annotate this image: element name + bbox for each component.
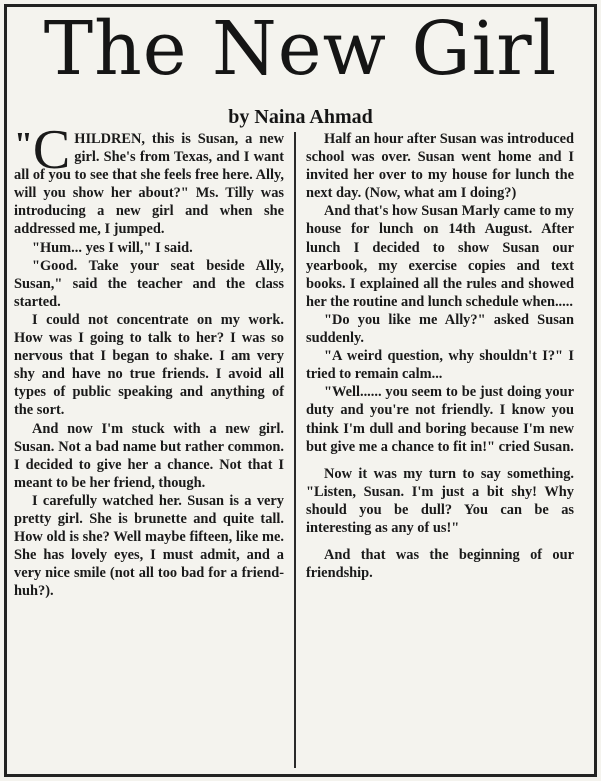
- paragraph: "Good. Take your seat beside Ally, Susan," said the teacher and the class started.: [14, 257, 284, 310]
- paragraph: [14, 119, 284, 239]
- paragraph: And that was the beginning of our friendship.: [306, 547, 574, 582]
- paragraph-text: HILDREN, this is Susan, a new girl. She's from Texas, and I want all of you to see that she feels free here. Ally, will you show her about?" Ms. Tilly was introducing a new girl and when she addressed me, I jumped.: [14, 131, 284, 238]
- paragraph: And that's how Susan Marly came to my house for lunch on 14th August. After lunch I decided to show Susan our yearbook, my exercise copies and text books. I explained all the rules and showed her the routine and lunch schedule when.....: [306, 203, 574, 310]
- drop-cap: [14, 119, 71, 181]
- article-byline: by Naina Ahmad: [228, 106, 373, 128]
- drop-cap-letter: C: [32, 119, 71, 181]
- paragraph: Half an hour after Susan was introduced school was over. Susan went home and I invited her over to my house for lunch the next day. (Now, what am I doing?): [306, 131, 574, 202]
- column-divider: [294, 132, 296, 768]
- paragraph: I carefully watched her. Susan is a very pretty girl. She is brunette and quite tall. How old is she? Well maybe fifteen, like me. She has lovely eyes, I must admit, and a very nice smile (not all too bad for a friend-huh?).: [14, 492, 284, 600]
- drop-cap-quote: ": [14, 126, 33, 163]
- paragraph: "Well...... you seem to be just doing your duty and you're not friendly. I know you think I'm dull and boring because I'm new but give me a chance to fit in!" cried Susan.: [306, 384, 574, 455]
- paragraph: "Do you like me Ally?" asked Susan suddenly.: [306, 311, 574, 347]
- paragraph: "A weird question, why shouldn't I?" I tried to remain calm...: [306, 348, 574, 383]
- paragraph: And now I'm stuck with a new girl. Susan. Not a bad name but rather common. I decided to give her a chance. Not that I meant to be her friend, though.: [14, 420, 284, 491]
- article-title: The New Girl: [43, 6, 558, 92]
- paragraph: I could not concentrate on my work. How was I going to talk to her? I was so nervous that I began to shake. I am very shy and have no true friends. I avoid all types of public speaking and anything of the sort.: [14, 311, 284, 419]
- paragraph: "Hum... yes I will," I said.: [32, 239, 193, 256]
- left-column: [14, 119, 284, 600]
- right-column: [306, 130, 574, 582]
- paragraph: Now it was my turn to say something. "Listen, Susan. I'm just a bit shy! Why should you be dull? You can be as interesting as any of us!": [306, 465, 574, 536]
